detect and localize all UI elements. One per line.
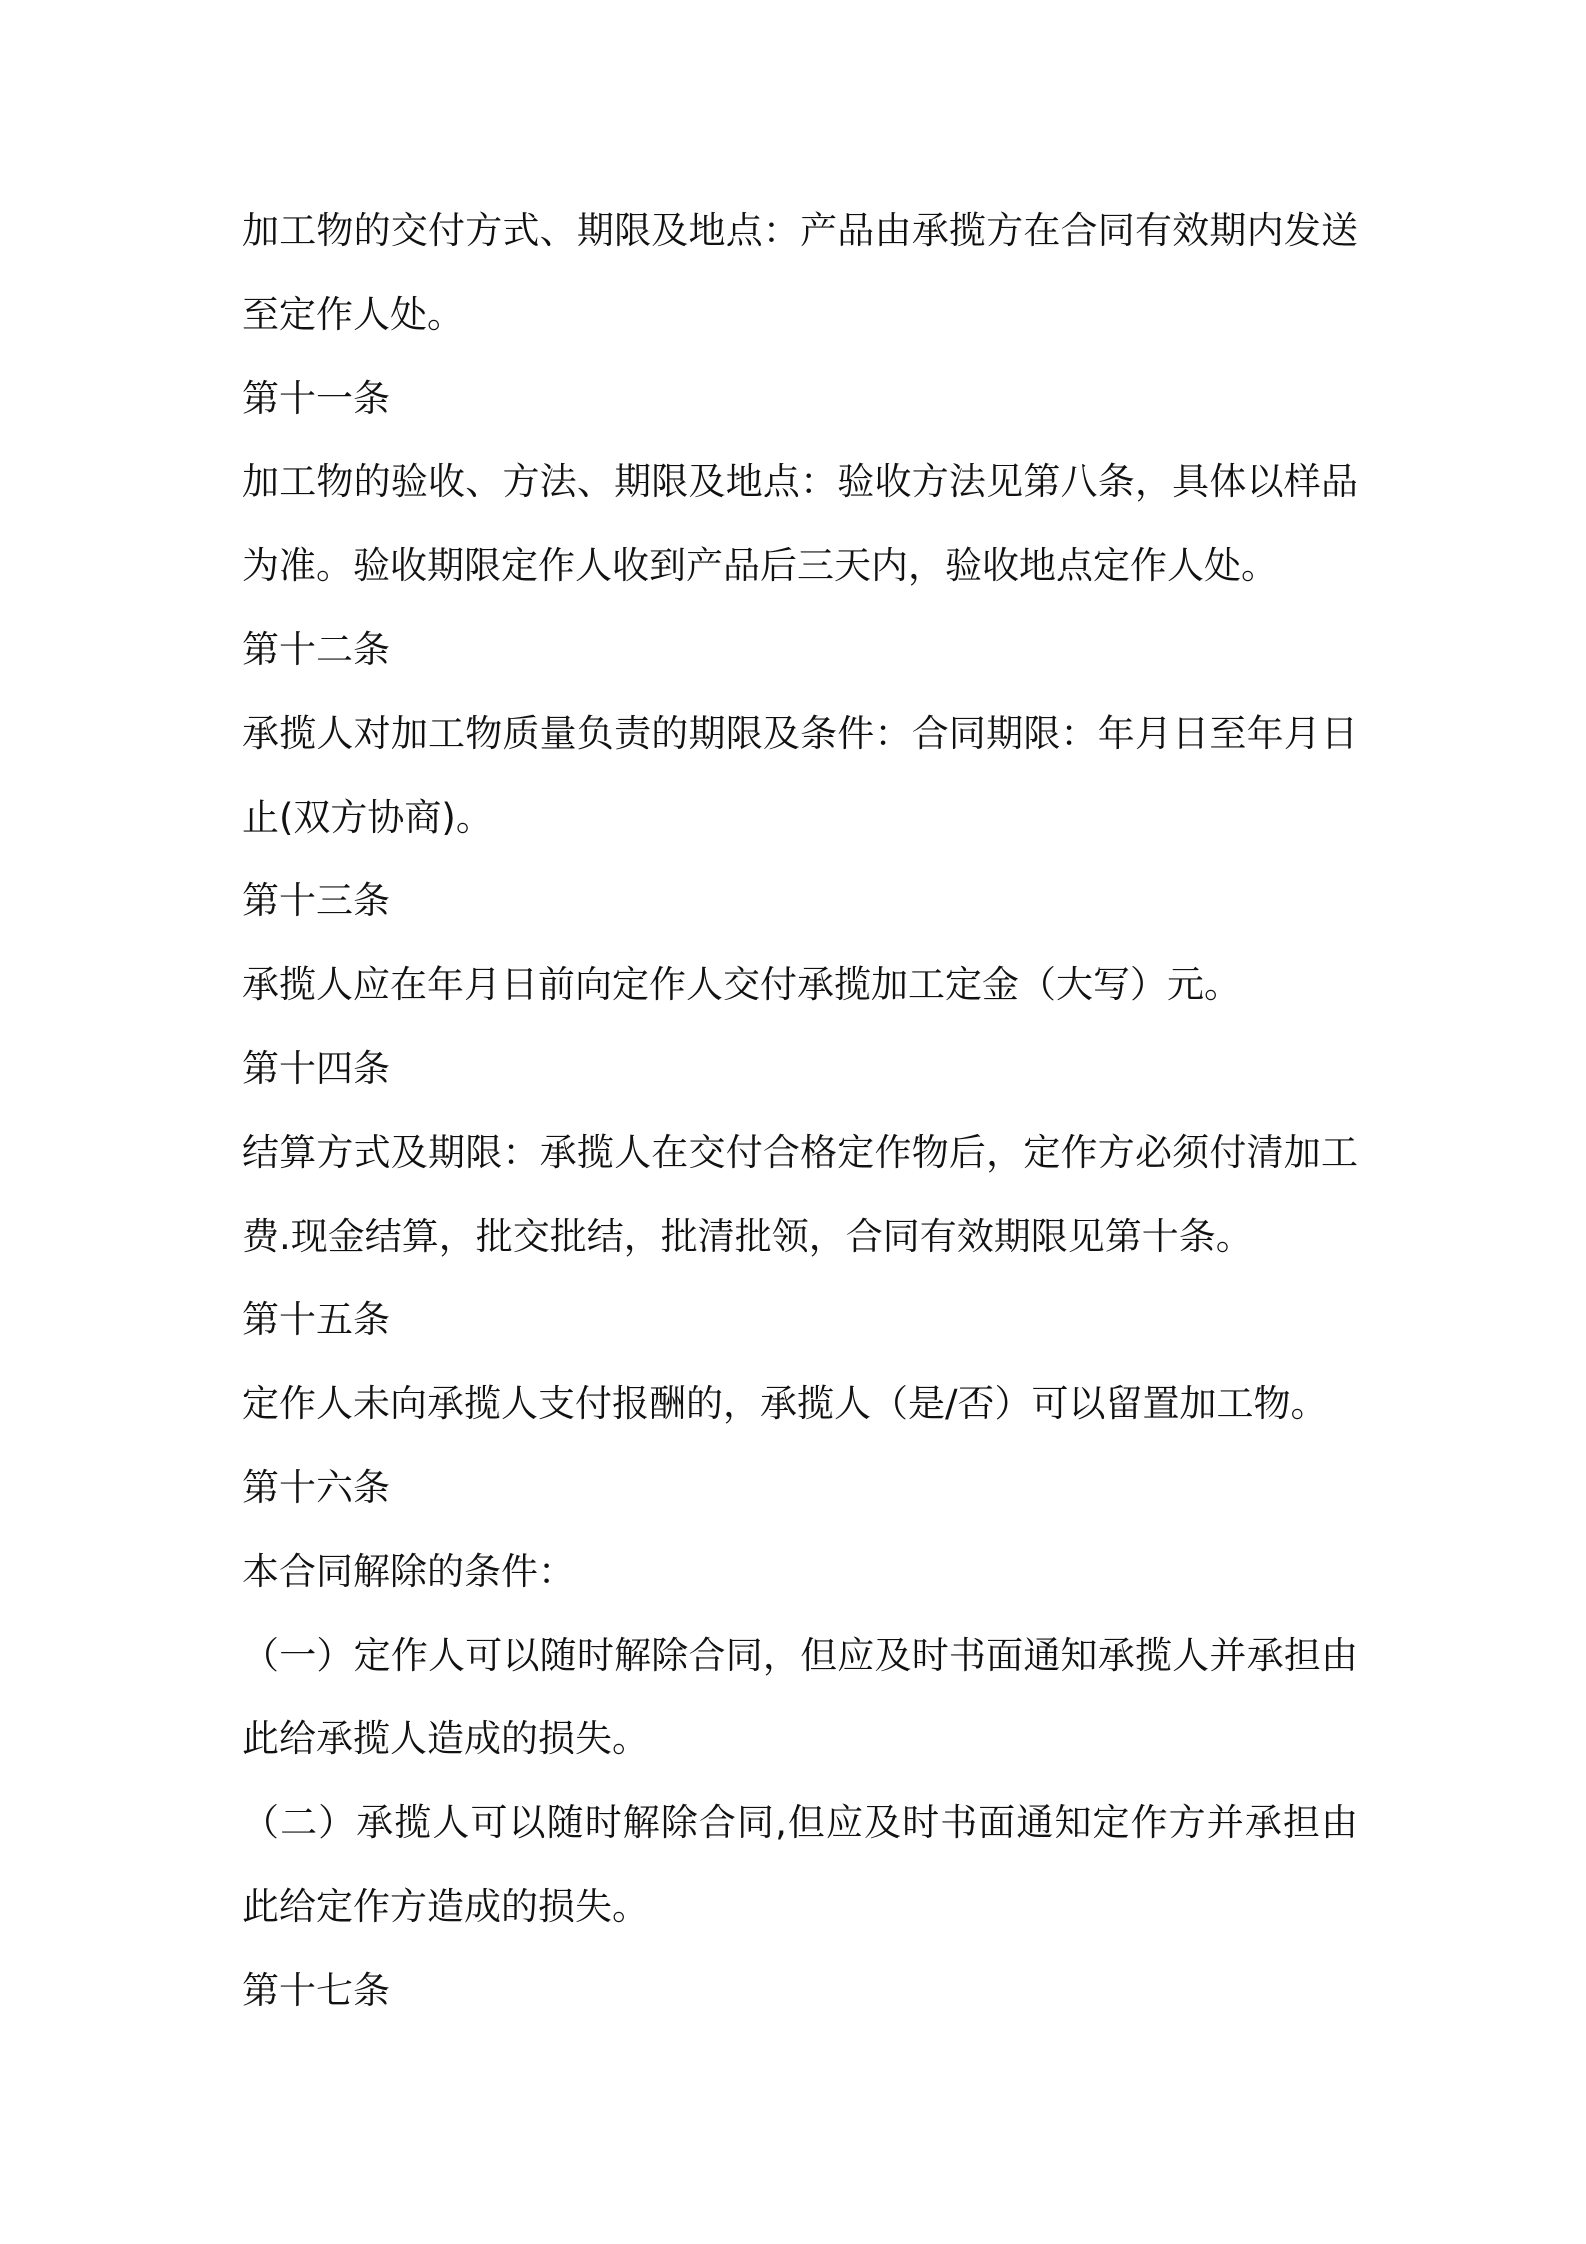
article-title: 第十一条 xyxy=(242,376,390,420)
article-11 xyxy=(242,357,1362,608)
article-16 xyxy=(242,1446,1362,1949)
document-body xyxy=(242,189,1362,2033)
paragraph xyxy=(242,1614,1362,1782)
article-title: 第十五条 xyxy=(242,1298,390,1342)
text-line: 为准。验收期限定作人收到产品后三天内，验收地点定作人处。 xyxy=(242,544,1278,588)
paragraph xyxy=(242,1111,1362,1279)
text-line: （二）承揽人可以随时解除合同,但应及时书面通知定作方并承担由 xyxy=(242,1801,1358,1845)
text-line: 加工物的交付方式、期限及地点：产品由承揽方在合同有效期内发送 xyxy=(242,209,1358,252)
paragraph xyxy=(242,943,1362,1027)
article-14 xyxy=(242,1027,1362,1278)
text-line: 此给定作方造成的损失。 xyxy=(242,1884,649,1928)
article-12 xyxy=(242,608,1362,859)
article-17 xyxy=(242,1949,1362,2033)
paragraph xyxy=(242,1781,1362,1949)
text-line: 承揽人应在年月日前向定作人交付承揽加工定金（大写）元。 xyxy=(242,963,1241,1007)
article-title: 第十六条 xyxy=(242,1465,390,1509)
paragraph xyxy=(242,440,1362,608)
text-line: 加工物的验收、方法、期限及地点：验收方法见第八条，具体以样品 xyxy=(242,460,1358,504)
text-line: 费.现金结算，批交批结，批清批领，合同有效期限见第十条。 xyxy=(242,1214,1253,1258)
article-title: 第十七条 xyxy=(242,1968,390,2012)
text-line: 止(双方协商)。 xyxy=(242,795,493,839)
article-13 xyxy=(242,859,1362,1027)
text-line: 定作人未向承揽人支付报酬的，承揽人（是/否）可以留置加工物。 xyxy=(242,1382,1328,1426)
paragraph xyxy=(242,692,1362,860)
article-title: 第十三条 xyxy=(242,879,390,923)
paragraph xyxy=(242,1530,1362,1614)
text-line: 承揽人对加工物质量负责的期限及条件：合同期限：年月日至年月日 xyxy=(242,711,1358,755)
text-line: 本合同解除的条件： xyxy=(242,1549,575,1593)
text-line: 至定作人处。 xyxy=(242,292,464,336)
text-line: 结算方式及期限：承揽人在交付合格定作物后，定作方必须付清加工 xyxy=(242,1130,1358,1174)
article-title: 第十四条 xyxy=(242,1046,390,1090)
text-line: 此给承揽人造成的损失。 xyxy=(242,1717,649,1761)
article-title: 第十二条 xyxy=(242,627,390,671)
paragraph xyxy=(242,1362,1362,1446)
continuation-paragraph xyxy=(242,189,1362,357)
text-line: （一）定作人可以随时解除合同，但应及时书面通知承揽人并承担由 xyxy=(242,1633,1358,1677)
article-15 xyxy=(242,1278,1362,1446)
